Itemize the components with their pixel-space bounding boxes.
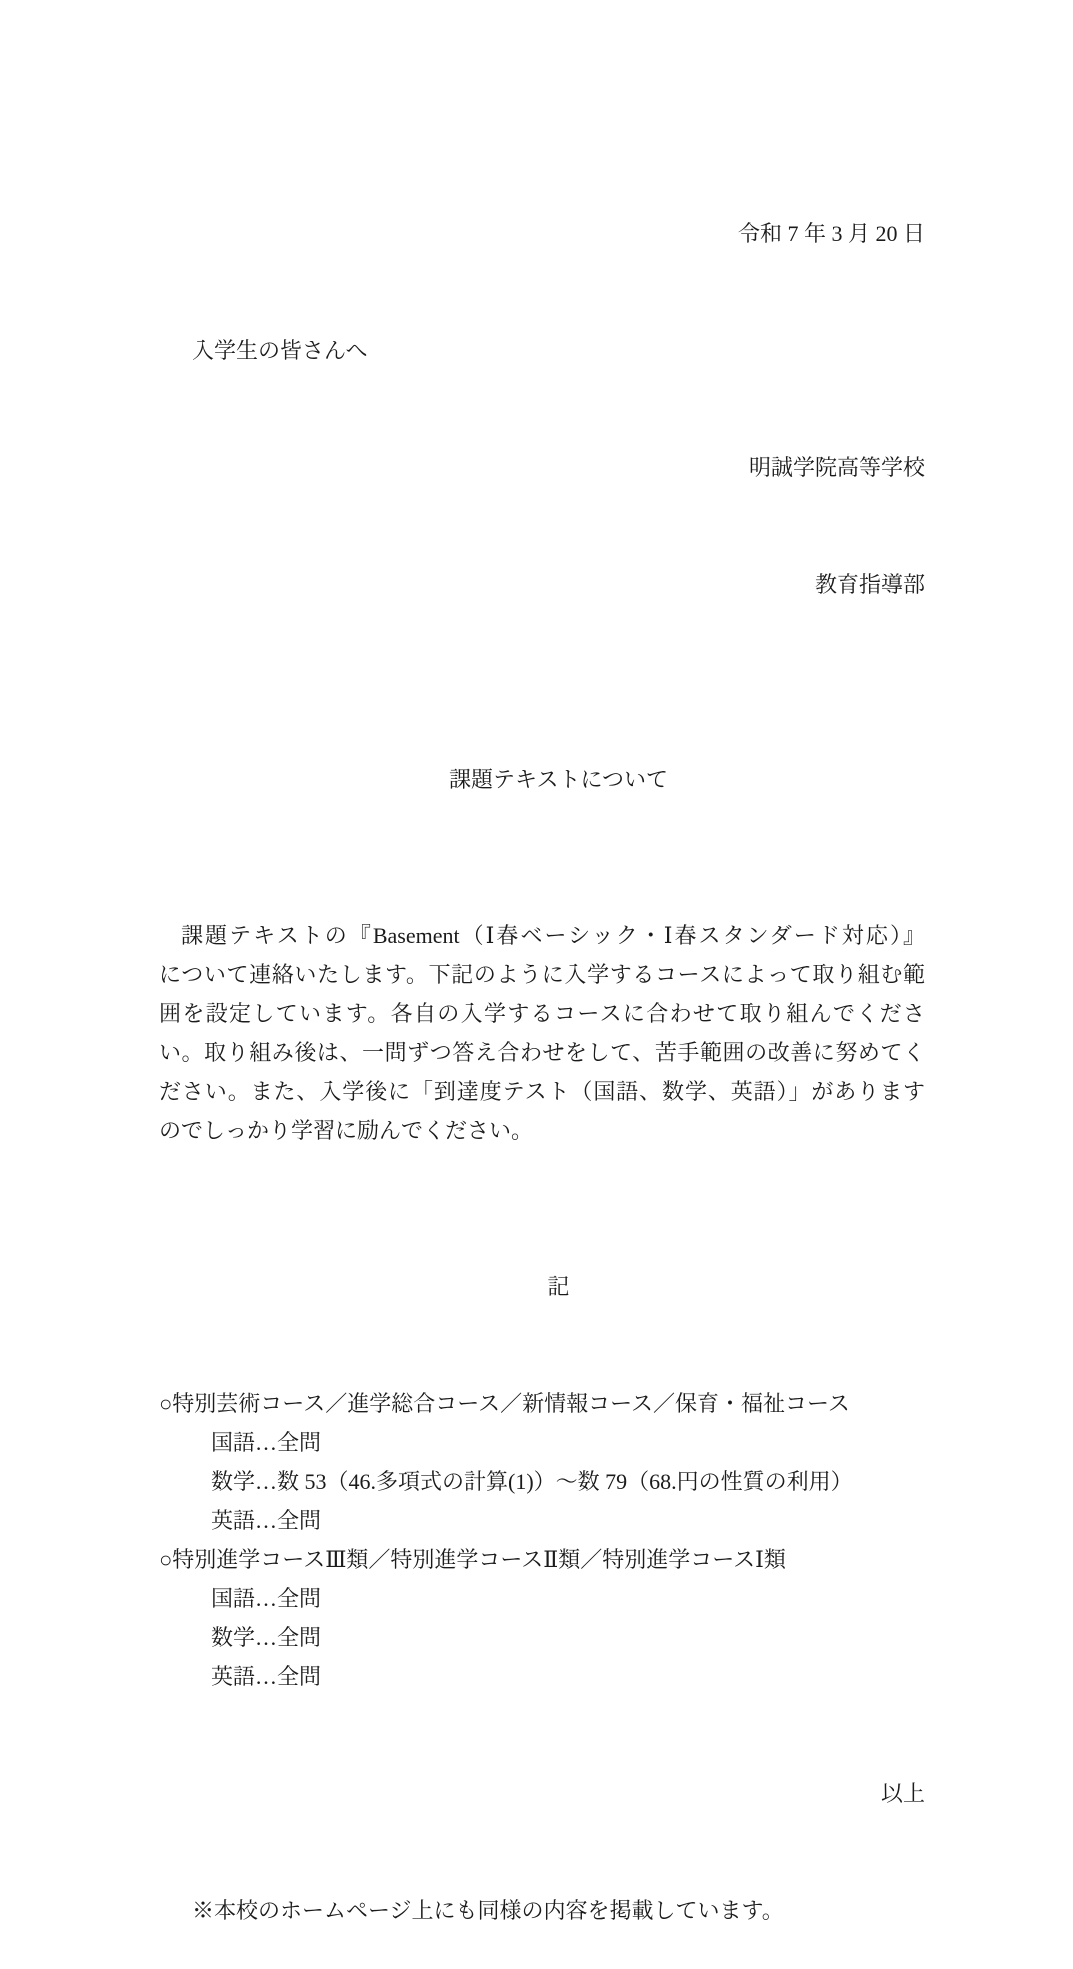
spacer (159, 1345, 925, 1384)
course-section-general (159, 1384, 925, 1540)
course-section-heading: ○特別芸術コース／進学総合コース／新情報コース／保育・福祉コース (159, 1391, 850, 1416)
closing-line (159, 1735, 925, 1852)
course-section-heading: ○特別進学コースⅢ類／特別進学コースⅡ類／特別進学コースⅠ類 (159, 1547, 786, 1572)
body-paragraph (159, 916, 925, 1150)
sender-department-line (159, 526, 925, 643)
notice-marker-text: 記 (547, 1274, 570, 1299)
paragraph-line: について連絡いたします。下記のように入学するコースによって取り組む範 (159, 962, 925, 987)
paragraph-line: い。取り組み後は、一問ずつ答え合わせをして、苦手範囲の改善に努めてく (159, 1040, 926, 1065)
paragraph-line: ださい。また、入学後に「到達度テスト（国語、数学、英語）」があります (159, 1079, 925, 1104)
sender-school-line (159, 409, 925, 526)
spacer (159, 877, 925, 916)
paragraph-line: のでしっかり学習に励んでください。 (159, 1118, 534, 1143)
notice-marker (159, 1228, 925, 1345)
sender-school-text: 明誠学院高等学校 (748, 455, 925, 480)
spacer (159, 1696, 925, 1735)
course-section-special-advancement (159, 1540, 925, 1696)
date-line (159, 175, 925, 292)
subject-range-item: 数学…数 53（46.多項式の計算(1)）～数 79（68.円の性質の利用） (211, 1469, 853, 1494)
footnote-line (159, 1852, 925, 1969)
subject-range-item: 国語…全問 (211, 1586, 322, 1611)
subject-range-item: 英語…全問 (211, 1664, 322, 1689)
recipient-line (159, 292, 925, 409)
spacer (159, 643, 925, 682)
spacer (159, 682, 925, 721)
spacer (159, 1189, 925, 1228)
paragraph-line: 課題テキストの『Basement（Ⅰ春ベーシック・Ⅰ春スタンダード対応）』 (181, 923, 925, 948)
recipient-text: 入学生の皆さんへ (192, 338, 368, 363)
subject-range-item: 英語…全問 (211, 1508, 322, 1533)
subject-range-item: 国語…全問 (211, 1430, 322, 1455)
footnote-text: ※本校のホームページ上にも同様の内容を掲載しています。 (192, 1898, 784, 1923)
closing-text: 以上 (880, 1781, 925, 1806)
date-text: 令和 7 年 3 月 20 日 (737, 221, 925, 246)
spacer (159, 838, 925, 877)
spacer (159, 1150, 925, 1189)
document-title-text: 課題テキストについて (448, 767, 669, 792)
subject-range-item: 数学…全問 (211, 1625, 322, 1650)
document-title (159, 721, 925, 838)
document-content (159, 175, 925, 1969)
sender-department-text: 教育指導部 (814, 572, 925, 597)
paragraph-line: 囲を設定しています。各自の入学するコースに合わせて取り組んでくださ (159, 1001, 925, 1026)
